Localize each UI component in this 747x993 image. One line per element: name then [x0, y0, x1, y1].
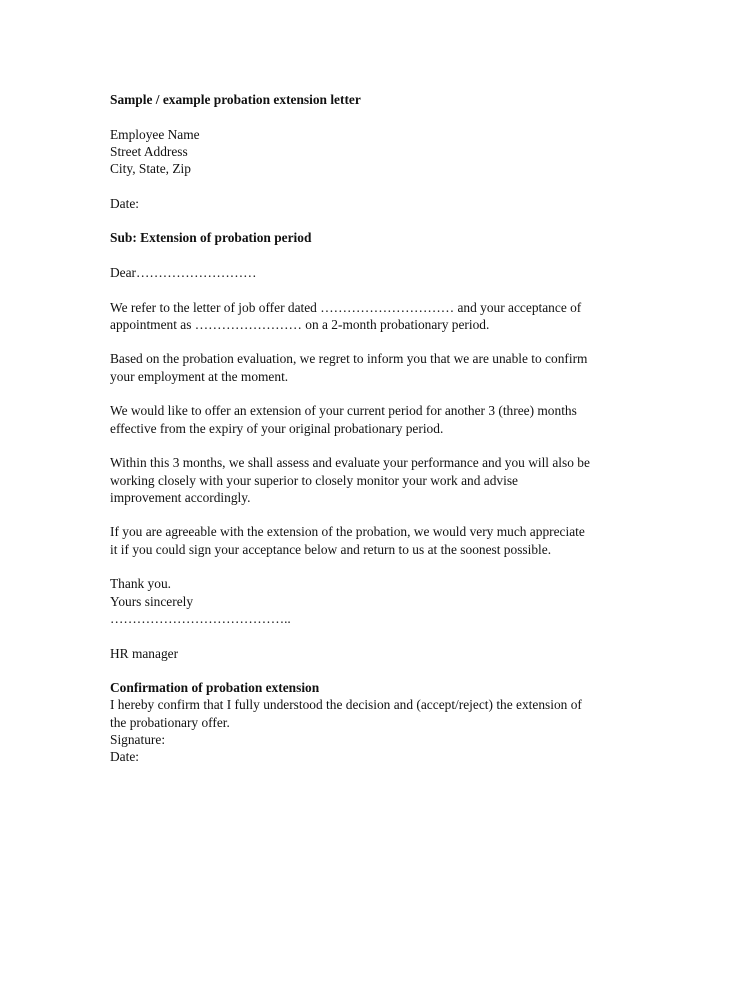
body-paragraph-4: [110, 454, 650, 506]
paragraph-line: it if you could sign your acceptance below and return to us at the soonest possible.: [110, 541, 552, 557]
paragraph-line: your employment at the moment.: [110, 368, 289, 384]
employee-name: Employee Name: [110, 126, 200, 142]
thank-you-line: Thank you.: [110, 576, 171, 592]
salutation-block: [110, 264, 650, 281]
paragraph-line: appointment as …………………… on a 2-month probationary period.: [110, 316, 490, 332]
paragraph-line: We refer to the letter of job offer dated ………………………… and your acceptance of: [110, 299, 582, 315]
sign-off: Yours sincerely: [110, 593, 194, 609]
confirmation-line: I hereby confirm that I fully understood the decision and (accept/reject) the extension of: [110, 697, 582, 713]
employee-address-block: [110, 126, 650, 178]
street-address: Street Address: [110, 143, 188, 159]
confirmation-date-label: Date:: [110, 749, 139, 765]
confirmation-title: Confirmation of probation extension: [110, 680, 320, 696]
paragraph-line: Within this 3 months, we shall assess and evaluate your performance and you will also be: [110, 455, 590, 471]
letter-page: [110, 91, 650, 783]
city-state-zip: City, State, Zip: [110, 161, 191, 177]
subject-block: [110, 229, 650, 246]
subject-line: Sub: Extension of probation period: [110, 230, 312, 246]
body-paragraph-3: [110, 402, 650, 437]
body-paragraph-2: [110, 350, 650, 385]
confirmation-block: [110, 679, 650, 765]
paragraph-line: improvement accordingly.: [110, 489, 251, 505]
letter-heading-block: [110, 91, 650, 108]
letter-heading: Sample / example probation extension letter: [110, 92, 361, 107]
body-paragraph-5: [110, 523, 650, 558]
date-block: [110, 195, 650, 212]
body-paragraph-1: [110, 299, 650, 334]
signer-title: HR manager: [110, 645, 179, 661]
date-label: Date:: [110, 195, 139, 211]
confirmation-signature-label: Signature:: [110, 731, 166, 747]
paragraph-line: effective from the expiry of your original probationary period.: [110, 420, 444, 436]
salutation: Dear………………………: [110, 264, 257, 280]
paragraph-line: working closely with your superior to closely monitor your work and advise: [110, 472, 518, 488]
paragraph-line: We would like to offer an extension of your current period for another 3 (three) months: [110, 403, 577, 419]
confirmation-line: the probationary offer.: [110, 714, 230, 730]
signer-block: [110, 645, 650, 662]
signature-line: …………………………………..: [110, 610, 291, 626]
paragraph-line: If you are agreeable with the extension of the probation, we would very much appreciate: [110, 524, 585, 540]
closing-block: [110, 575, 650, 627]
paragraph-line: Based on the probation evaluation, we regret to inform you that we are unable to confirm: [110, 351, 588, 367]
